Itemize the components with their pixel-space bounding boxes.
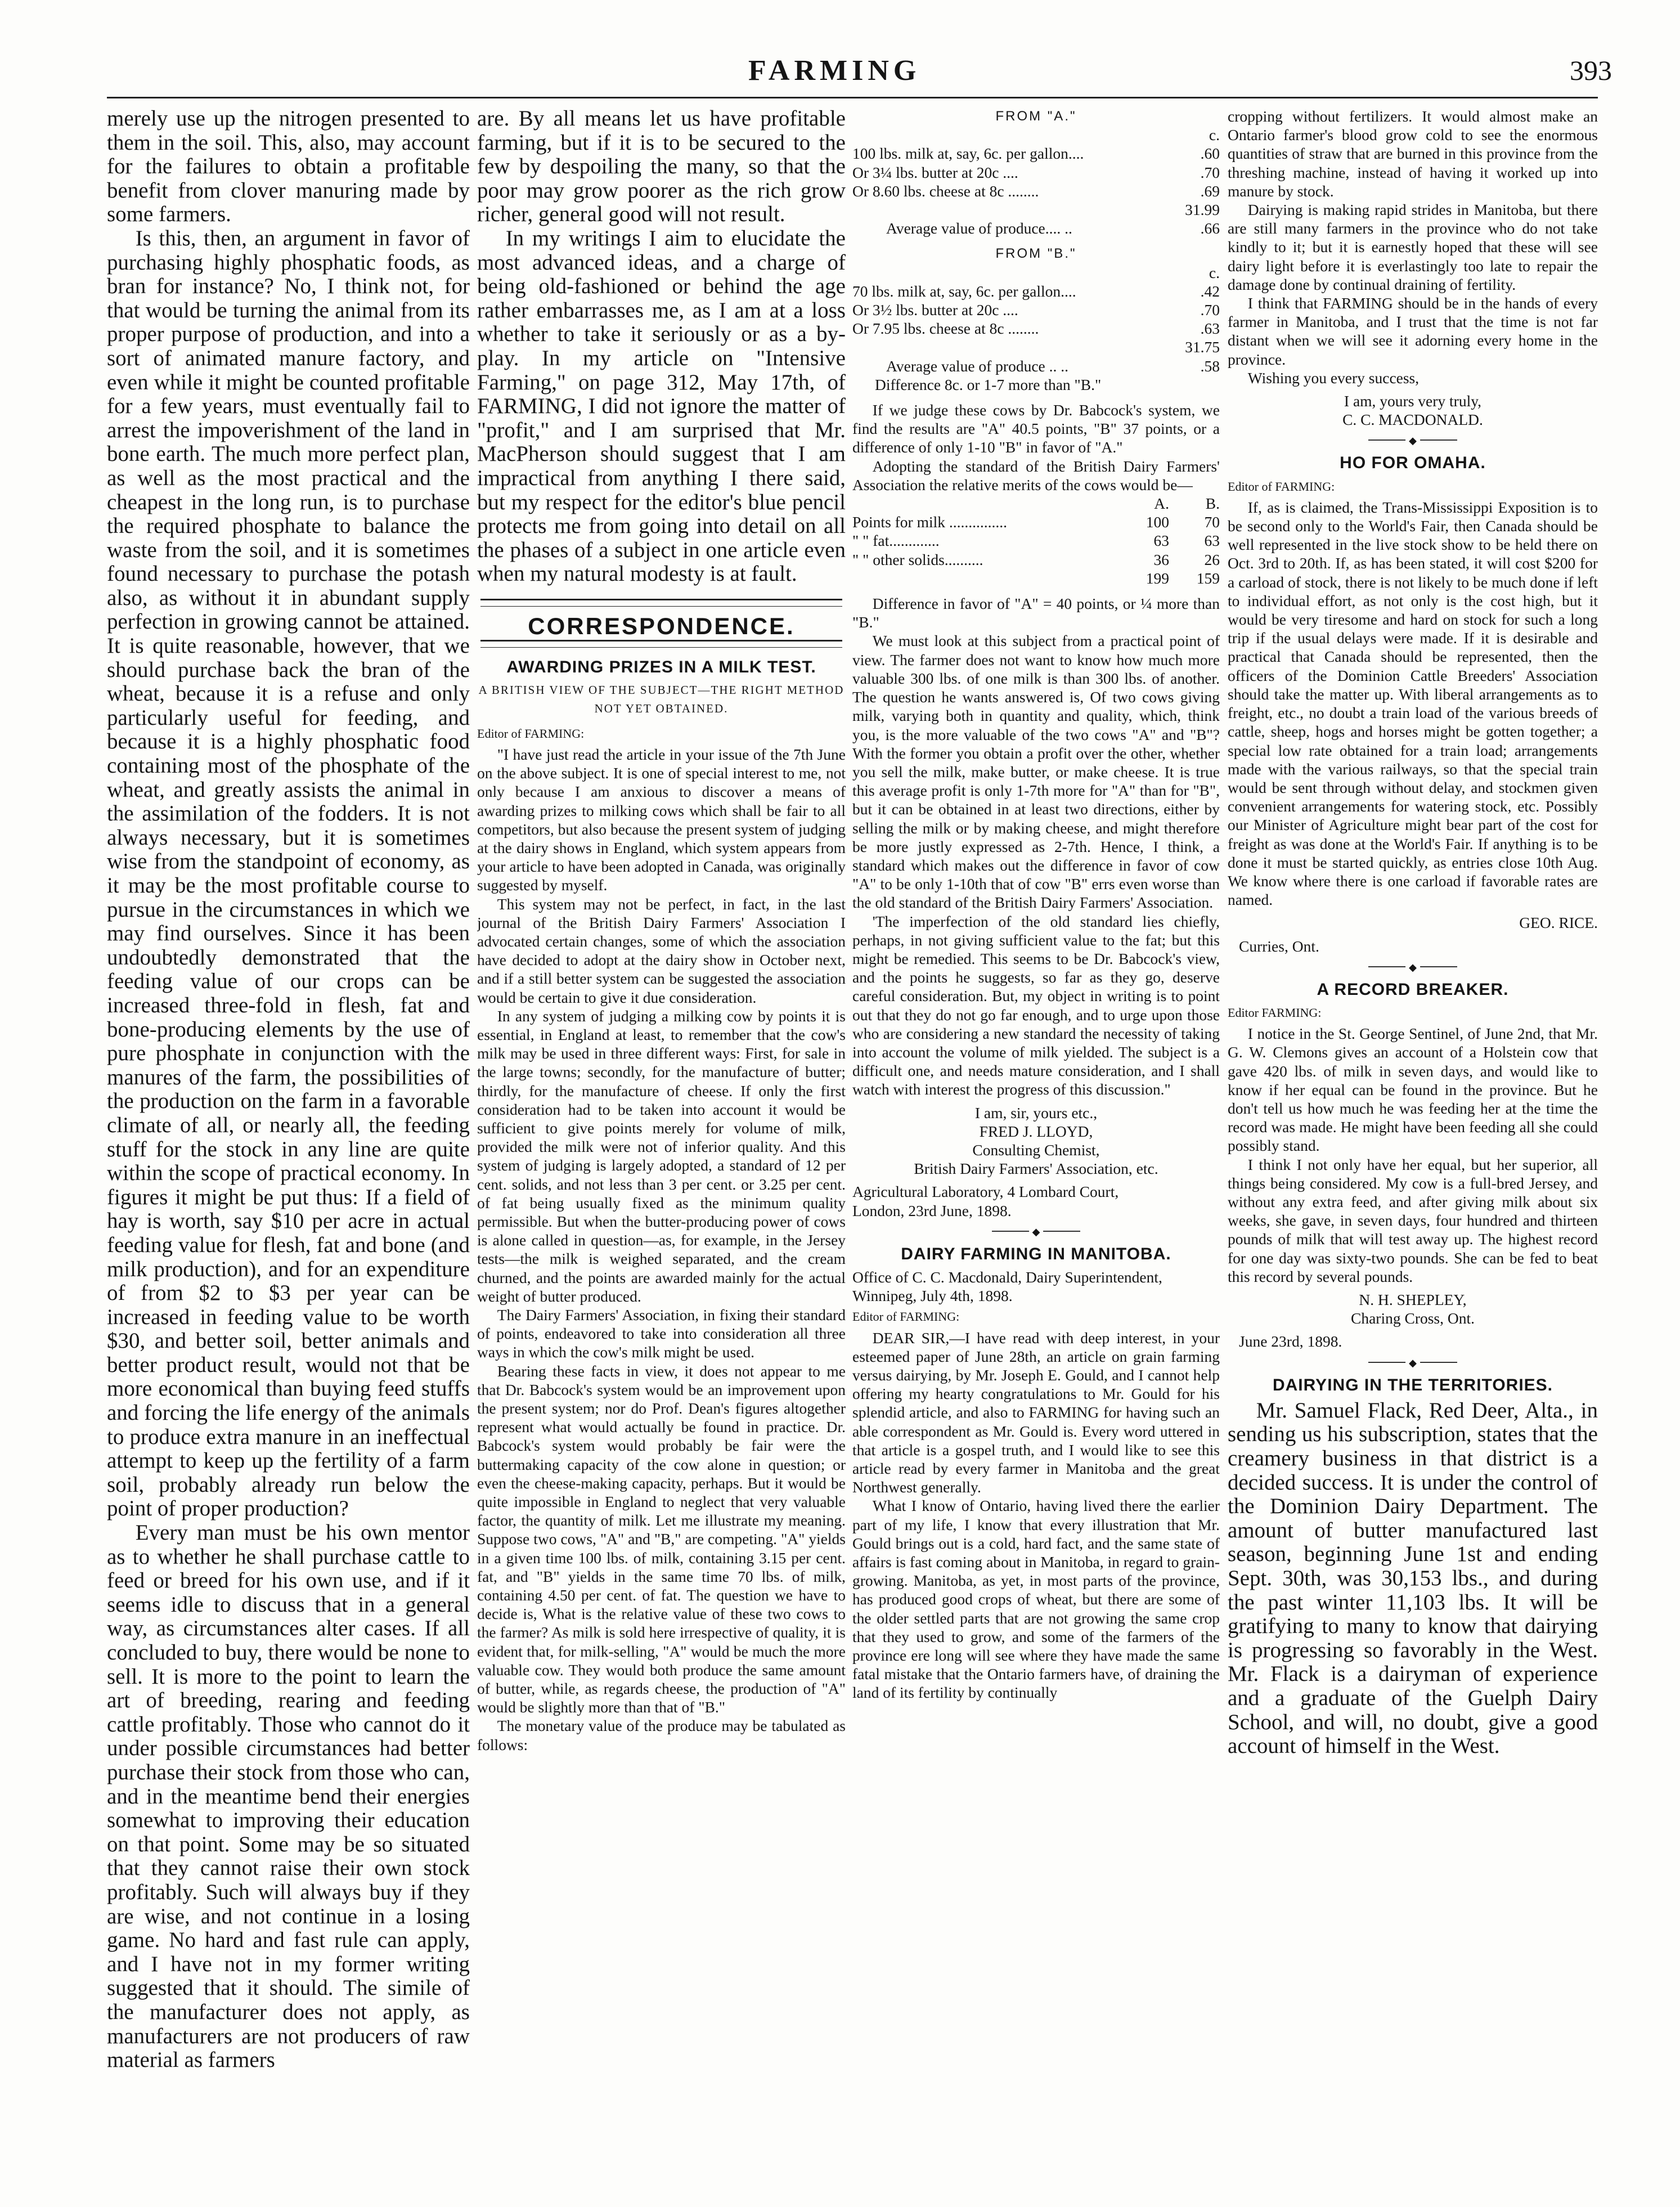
editor-salutation: Editor FARMING: (1228, 1005, 1322, 1020)
section-heading-correspondence: CORRESPONDENCE. (528, 612, 795, 639)
produce-table-a: c. 100 lbs. milk at, say, 6c. per gallon.... .60 Or 3¼ lbs. butter at 20c .... .70 Or 8.60 lbs. cheese at 8c ........ .69 31.99 Average value of produce.... .. .66 (852, 126, 1220, 237)
paragraph: are. By all means let us have profitable farming, but if it is to be secured to the few by despoiling the many, so that the poor may grow poorer as the rich grow richer, general good will not result. (477, 107, 846, 227)
column-4 (1228, 107, 1598, 1759)
unit-label: c. (1209, 126, 1220, 144)
paragraph: cropping without fertilizers. It would almost make an Ontario farmer's blood grow cold to see the enormous quantities of straw that are burned in this province from the threshing machine, instead of having it worked up into manure by stock. (1228, 107, 1598, 200)
column-2 (477, 107, 846, 1754)
table-row: Or 3¼ lbs. butter at 20c .... .70 (852, 163, 1220, 181)
paragraph: If we judge these cows by Dr. Babcock's system, we find the results are "A" 40.5 points, "B" 37 points, or a difference of only 1-10 "B" in favor of "A." (852, 401, 1220, 456)
editor-salutation: Editor of FARMING: (1228, 479, 1335, 494)
letter-signoff: I am, sir, yours etc., FRED J. LLOYD, Consulting Chemist, British Dairy Farmers' Association, etc. (914, 1104, 1158, 1178)
paragraph: Is this, then, an argument in favor of purchasing highly phosphatic foods, as bran for instance? No, I think not, for that would be turning the animal from its proper purpose of production, and into a sort of animated manure factory, and even while it might be counted profitable for a few years, must eventually fail to arrest the impoverishment of the land in bone earth. The much more perfect plan, as well as the most practical and the cheapest in the long run, is to purchase the required phosphate to balance the waste from the soil, and it is sometimes found necessary to purchase the potash also, as without it in abundant supply perfection in growing cannot be attained. It is quite reasonable, however, that we should purchase back the bran of the wheat, because it is a refuse and only particularly useful for feeding, and because it is a highly phosphatic food containing most of the phosphate of the wheat, and greatly assists the animal in the assimilation of the fodders. It is not always necessary, but it is sometimes wise from the standpoint of economy, as it may be the most profitable course to pursue in the circumstances in which we may find ourselves. Since it has been undoubtedly demonstrated that the feeding value of our crops can be increased three-fold in flesh, fat and bone-producing elements by the use of pure phosphate in conjunction with the manures of the farm, the possibilities of the production on the farm in a favorable climate of all, or nearly all, the feeding stuff for the stock in any line are quite within the scope of practical economy. In figures it might be put thus: If a field of hay is worth, say $10 per acre in actual feeding value for flesh, fat and bone (and milk production), and for an expenditure of from $2 to $3 per year can be increased in feeding value to be worth $30, and better soil, better animals and better product result, would not that be more economical than buying feed stuffs and forcing the life energy of the animals to produce extra manure in an ineffectual attempt to keep up the fertility of a farm soil, probably already run below the point of proper production? (107, 226, 470, 1521)
column-2-intro (477, 107, 846, 586)
paragraph: "I have just read the article in your issue of the 7th June on the above subject. It is one of special interest to me, not only because I am anxious to discover a means of awarding prizes to milking cows which shall be fair to all competitors, but also because the present system of judging at the dairy shows in England, which system appears from your article to have been adopted in Canada, was originally suggested by myself. (477, 745, 846, 894)
table-heading-from-a: FROM "A." (995, 109, 1077, 124)
article-title-territories: DAIRYING IN THE TERRITORIES. (1272, 1375, 1553, 1394)
article-title-milk-test: AWARDING PRIZES IN A MILK TEST. (506, 658, 816, 677)
paragraph: If, as is claimed, the Trans-Mississippi Exposition is to be second only to the World's Fair, then Canada should be well represented in the live stock show to be held there on Oct. 3rd to 20th. If, as has been stated, it will cost $200 for a carload of stock, there is not likely to be much done if left to individual effort, as not only is the cost high, but it would be very tiresome and hard on stock for such a long trip if the usual delays were made. If it is desirable and practical that Canada should be represented, then the officers of the Dominion Cattle Breeders' Association should take the matter up. With liberal arrangements as to freight, etc., no doubt a train load of the various breeds of cattle, sheep, hogs and horses might be gotten together; a special low rate obtained for a train load; arrangements made with the various railways, so that the special train would be sent through without delay, and stockmen given convenient arrangements for watering stock, etc. Possibly our Minister of Agriculture might bear part of the cost for freight as was done at the World's Fair. If anything is to be done it must be started quickly, as entries close 10th Aug. We know where there is one carload if favorable rates are named. (1228, 498, 1598, 909)
letter-place: Curries, Ont. (1239, 937, 1319, 955)
divider-ornament (852, 1224, 1220, 1238)
table-row: " " other solids.......... 36 26 (852, 550, 1220, 568)
paragraph: DEAR SIR,—I have read with deep interest, in your esteemed paper of June 28th, an article on grain farming versus dairying, by Mr. Joseph E. Gould, and I cannot help offering my hearty congratulations to Mr. Gould for his splendid article, and also to FARMING for having such an able correspondent as Mr. Gould is. Every word uttered in that article is a gospel truth, and I would like to see this article read by every farmer in Manitoba and the great Northwest generally. (852, 1329, 1220, 1496)
paragraph: Dairying is making rapid strides in Manitoba, but there are still many farmers in the province who do not take kindly to it; but it is earnestly hoped that these will see dairy light before it is everlastingly too late to repair the damage done by continual draining of fertility. (1228, 201, 1598, 293)
table-row: Points for milk ............... 100 70 (852, 513, 1220, 531)
paragraph: Bearing these facts in view, it does not appear to me that Dr. Babcock's system would be an improvement upon the present system; nor do Prof. Dean's figures altogether represent what would actually be found in practice. Dr. Babcock's system would probably be fair were the buttermaking capacity of the cow alone in question; or even the cheese-making capacity, perhaps. But it would be quite impossible in England to neglect that very valuable factor, the quantity of milk. Let me illustrate my meaning. Suppose two cows, "A" and "B," are competing. "A" yields in a given time 100 lbs. of milk, containing 3.15 per cent. fat, and "B" yields in the same time 70 lbs. of milk, containing 4.50 per cent. of fat. The question we have to decide is, What is the relative value of these two cows to the farmer? As milk is sold here irrespective of quality, it is evident that, for milk-selling, "A" would be much the more valuable cow. They would both produce the same amount of butter, while, as regards cheese, the production of "A" would be slightly more than that of "B." (477, 1362, 846, 1716)
paragraph: Adopting the standard of the British Dairy Farmers' Association the relative merits of the cows would be— (852, 457, 1220, 494)
paragraph: Wishing you every success, (1247, 369, 1420, 387)
table-row: Or 8.60 lbs. cheese at 8c ........ .69 (852, 182, 1220, 200)
paragraph: I think that FARMING should be in the hands of every farmer in Manitoba, and I trust that the time is not far distant when we will see it adorning every home in the province. (1228, 294, 1598, 368)
editor-salutation: Editor of FARMING: (852, 1309, 960, 1324)
table-total-row: 199 159 (1146, 569, 1220, 587)
paragraph: merely use up the nitrogen presented to them in the soil. This, also, may account for the failures to obtain a profitable benefit from clover manuring made by some farmers. (107, 107, 470, 227)
divider-ornament (1228, 1356, 1598, 1369)
produce-table-b: c. 70 lbs. milk at, say, 6c. per gallon.... .42 Or 3½ lbs. butter at 20c .... .70 Or 7.95 lbs. cheese at 8c ........ .63 31.75 Average value of produce .. .. .58 (852, 263, 1220, 375)
article-title-omaha: HO FOR OMAHA. (1340, 454, 1486, 473)
paragraph: The monetary value of the produce may be tabulated as follows: (477, 1717, 846, 1753)
paragraph: Difference in favor of "A" = 40 points, or ¼ more than "B." (852, 595, 1220, 631)
table-row: 100 lbs. milk at, say, 6c. per gallon.... .60 (852, 145, 1220, 163)
column-3 (852, 107, 1220, 1702)
paragraph: In any system of judging a milking cow by points it is essential, in England at least, to remember that the cow's milk may be used in three different ways: First, for sale in the large towns; secondly, for the manufacture of butter; thirdly, for the manufacture of cheese. If only the first consideration had to be taken into account it would be sufficient to give points merely for volume of milk, provided the milk were not of inferior quality. And this system of judging is largely adopted, a standard of 12 per cent. solids, and not less than 3 per cent. or 3.25 per cent. of fat being usually fixed as the minimum quality permissible. But when the butter-producing power of cows is alone called in question—as, for example, in the Jersey tests—the milk is weighed separated, and the cream churned, and the points are awarded mainly for the actual weight of butter produced. (477, 1007, 846, 1305)
paragraph: What I know of Ontario, having lived there the earlier part of my life, I know that every illustration that Mr. Gould brings out is a cold, hard fact, and the same state of affairs is fast coming about in Manitoba, in regard to grain-growing. Manitoba, as yet, in most parts of the province, has produced good crops of wheat, but there are some of the older settled parts that are not growing the same crop that they used to grow, and some of the farmers of the province ere long will see where they have made the same fatal mistake that the Ontario farmers have, of draining the land of its fertility by continually (852, 1497, 1220, 1702)
running-header-title: FARMING (748, 55, 921, 87)
page-number: 393 (1570, 55, 1612, 86)
paragraph: We must look at this subject from a practical point of view. The farmer does not want to know how much more valuable 300 lbs. of one milk is than 300 lbs. of another. The question he wants answered is, Of two cows giving milk, varying both in quantity and quality, which, think you, is the more valuable of the two cows "A" and "B"? With the former you obtain a profit over the other, whether you sell the milk, make butter, or make cheese. It is true this average profit is only 1-7th more for "A" than for "B", but it can be obtained in at least two directions, either by selling the milk or by making cheese, and might therefore be more justly expressed as 2-7th. Hence, I think, a standard which makes out the difference in favor of cow "A" to be only 1-10th that of cow "B" errs even worse than the old standard of the British Dairy Farmers' Association. (852, 632, 1220, 912)
table-total: 31.75 (1185, 338, 1220, 356)
article-title-record-breaker: A RECORD BREAKER. (1317, 980, 1509, 999)
section-rule (480, 599, 842, 607)
paragraph: In my writings I aim to elucidate the most advanced ideas, and a charge of being old-fashioned or behind the age rather embarrasses me, as I am at a loss whether to take it seriously or as a by-play. In my article on "Intensive Farming," on page 312, May 17th, of FARMING, I did not ignore the matter of "profit," and I am surprised that Mr. MacPherson should suggest that I am impractical from anything I there said, but my respect for the editor's blue pencil protects me from going into detail on all the phases of a subject in one article even when my natural modesty is at fault. (477, 226, 846, 586)
difference-line: Difference 8c. or 1-7 more than "B." (875, 375, 1102, 393)
article-subtitle: A BRITISH VIEW OF THE SUBJECT—THE RIGHT METHOD NOT YET OBTAINED. (478, 683, 845, 716)
divider-ornament (1228, 960, 1598, 974)
column-1 (107, 107, 470, 2073)
paragraph: The Dairy Farmers' Association, in fixing their standard of points, endeavored to take into consideration all three ways in which the cow's milk might be used. (477, 1306, 846, 1361)
table-total: 31.99 (1185, 201, 1220, 219)
table-row: 70 lbs. milk at, say, 6c. per gallon.... .42 (852, 282, 1220, 300)
letter-date: June 23rd, 1898. (1239, 1333, 1342, 1351)
letter-signature: N. H. SHEPLEY, Charing Cross, Ont. (1351, 1290, 1475, 1327)
section-rule (480, 640, 842, 648)
table-row: Or 3½ lbs. butter at 20c .... .70 (852, 301, 1220, 319)
header-rule (107, 97, 1598, 98)
divider-ornament (1228, 433, 1598, 447)
letter-signoff: I am, yours very truly, C. C. MACDONALD. (1342, 392, 1483, 429)
paragraph: Every man must be his own mentor as to whether he shall purchase cattle to feed or breed for his own use, and if it seems idle to discuss that in a general way, as circumstances alter cases. If all concluded to buy, there would be none to sell. It is more to the point to learn the art of breeding, rearing and feeding cattle profitably. Those who cannot do it under possible circumstances had better purchase their stock from those who can, and in the meantime bend their energies somewhat to improving their education on that point. Some may be so situated that they cannot raise their own stock profitably. Such will always buy if they are wise, and not continue in a losing game. No hard and fast rule can apply, and I have not in my former writing suggested that it should. The simile of the manufacturer does not apply, as manufacturers are not producers of raw material as farmers (107, 1520, 470, 2073)
article-title-manitoba: DAIRY FARMING IN MANITOBA. (901, 1244, 1171, 1263)
paragraph: I notice in the St. George Sentinel, of June 2nd, that Mr. G. W. Clemons gives an account of a Holstein cow that gave 420 lbs. of milk in seven days, and would like to know if her equal can be found in the province. But he don't tell us how much he was feeding her at the time the record was made. He might have been feeding all she could possibly stand. (1228, 1025, 1598, 1155)
letter-origin: Office of C. C. Macdonald, Dairy Superintendent, Winnipeg, July 4th, 1898. (852, 1268, 1162, 1305)
letter-signature: GEO. RICE. (1519, 914, 1598, 932)
table-row: " " fat............. 63 63 (852, 532, 1220, 550)
paragraph: 'The imperfection of the old standard lies chiefly, perhaps, in not giving sufficient value to the fat; but this might be remedied. This seems to be Dr. Babcock's view, and the points he suggests, so far as they go, deserve careful consideration. But, my object in writing is to point out that they do not go far enough, and to urge upon those who are considering a new standard the necessity of taking into account the volume of milk yielded. The subject is a difficult one, and needs mature consideration, and I shall watch with interest the progress of this discussion." (852, 912, 1220, 1098)
table-heading-from-b: FROM "B." (995, 246, 1077, 262)
paragraph: This system may not be perfect, in fact, in the last journal of the British Dairy Farmers' Association I advocated certain changes, some of which the association have decided to adopt at the dairy show in October next, and if a still better system can be suggested the association would be certain to give it due consideration. (477, 895, 846, 1006)
paragraph: I think I not only have her equal, but her superior, all things being considered. My cow is a full-bred Jersey, and without any extra feed, and after giving milk about six weeks, she gave, in seven days, four hundred and thirteen pounds of milk that will test away up. The highest record for one day was sixty-two pounds. She can be fed to beat this record by several pounds. (1228, 1155, 1598, 1285)
table-row: Or 7.95 lbs. cheese at 8c ........ .63 (852, 320, 1220, 338)
letter-address: Agricultural Laboratory, 4 Lombard Court, London, 23rd June, 1898. (852, 1183, 1119, 1219)
paragraph: Mr. Samuel Flack, Red Deer, Alta., in sending us his subscription, states that the creamery business in that district is a decided success. It is under the control of the Dominion Dairy Department. The amount of butter manufactured last season, beginning June 1st and ending Sept. 30th, was 30,153 lbs., and during the past winter 11,103 lbs. It will be gratifying to many to know that dairying is progressing so favorably in the West. Mr. Flack is a dairyman of experience and a graduate of the Guelph Dairy School, and will, no doubt, give a good account of himself in the West. (1228, 1398, 1598, 1759)
points-table: A. B. Points for milk ............... 100 70 " " fat............. 63 63 " " other solids.......... 36 26 199 159 (852, 495, 1220, 587)
editor-salutation: Editor of FARMING: (477, 726, 585, 741)
